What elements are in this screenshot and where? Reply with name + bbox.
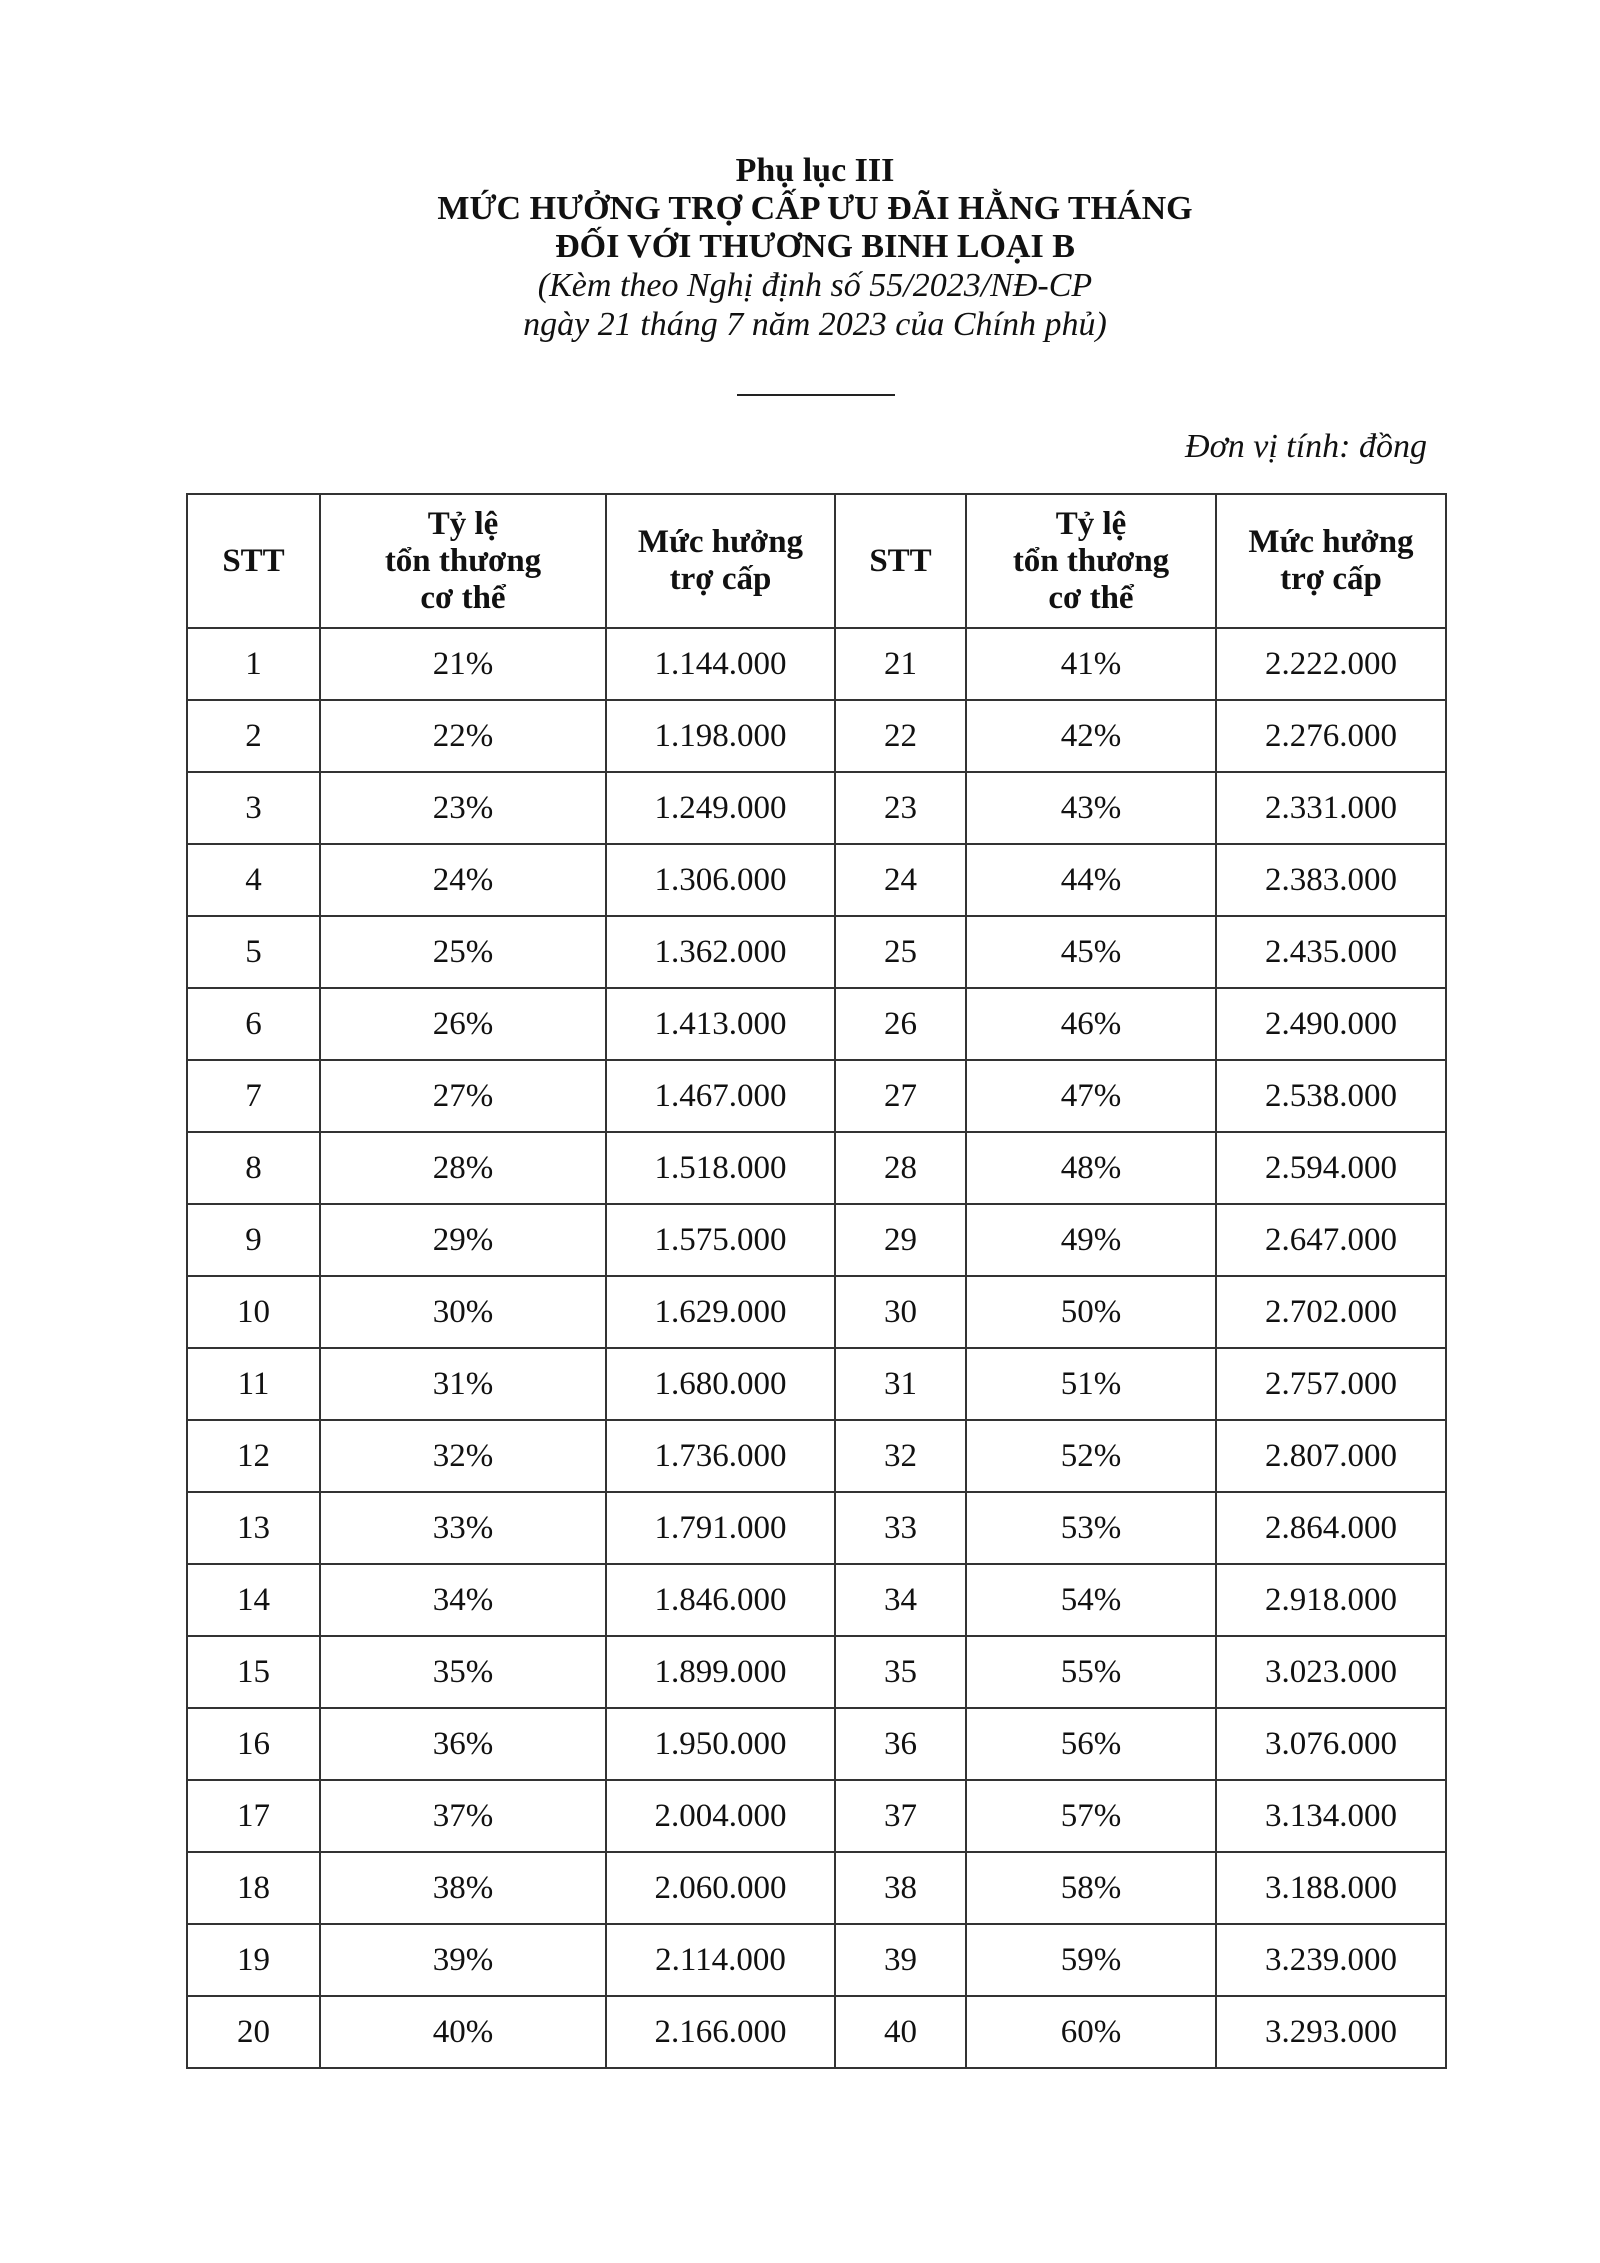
table-row [187, 1132, 1446, 1204]
cell-stt: 26 [835, 988, 966, 1060]
cell-injury-rate: 33% [320, 1492, 606, 1564]
cell-stt: 39 [835, 1924, 966, 1996]
cell-allowance-amount: 2.757.000 [1216, 1348, 1446, 1420]
cell-allowance-amount: 2.004.000 [606, 1780, 835, 1852]
cell-stt: 16 [187, 1708, 320, 1780]
cell-injury-rate: 28% [320, 1132, 606, 1204]
table-row [187, 1708, 1446, 1780]
cell-stt: 2 [187, 700, 320, 772]
cell-injury-rate: 23% [320, 772, 606, 844]
cell-stt: 37 [835, 1780, 966, 1852]
cell-stt: 11 [187, 1348, 320, 1420]
cell-injury-rate: 52% [966, 1420, 1216, 1492]
header-rate-line3: cơ thể [420, 579, 506, 616]
cell-allowance-amount: 3.023.000 [1216, 1636, 1446, 1708]
cell-stt: 34 [835, 1564, 966, 1636]
cell-injury-rate: 55% [966, 1636, 1216, 1708]
table-row [187, 628, 1446, 700]
cell-allowance-amount: 1.950.000 [606, 1708, 835, 1780]
table-row [187, 1060, 1446, 1132]
header-injury-rate [320, 494, 606, 628]
cell-allowance-amount: 1.144.000 [606, 628, 835, 700]
cell-injury-rate: 58% [966, 1852, 1216, 1924]
table-row [187, 1636, 1446, 1708]
cell-allowance-amount: 3.076.000 [1216, 1708, 1446, 1780]
cell-injury-rate: 25% [320, 916, 606, 988]
cell-stt: 19 [187, 1924, 320, 1996]
cell-stt: 29 [835, 1204, 966, 1276]
cell-injury-rate: 48% [966, 1132, 1216, 1204]
table-row [187, 1924, 1446, 1996]
cell-injury-rate: 27% [320, 1060, 606, 1132]
cell-injury-rate: 32% [320, 1420, 606, 1492]
cell-stt: 32 [835, 1420, 966, 1492]
cell-allowance-amount: 2.331.000 [1216, 772, 1446, 844]
cell-injury-rate: 35% [320, 1636, 606, 1708]
cell-injury-rate: 29% [320, 1204, 606, 1276]
cell-stt: 14 [187, 1564, 320, 1636]
table-row [187, 1564, 1446, 1636]
cell-injury-rate: 26% [320, 988, 606, 1060]
cell-allowance-amount: 2.702.000 [1216, 1276, 1446, 1348]
cell-injury-rate: 54% [966, 1564, 1216, 1636]
cell-injury-rate: 42% [966, 700, 1216, 772]
header-allowance-amount-2 [1216, 494, 1446, 628]
cell-allowance-amount: 1.846.000 [606, 1564, 835, 1636]
cell-allowance-amount: 1.791.000 [606, 1492, 835, 1564]
cell-injury-rate: 30% [320, 1276, 606, 1348]
cell-stt: 15 [187, 1636, 320, 1708]
table-row [187, 772, 1446, 844]
cell-allowance-amount: 3.293.000 [1216, 1996, 1446, 2068]
cell-stt: 28 [835, 1132, 966, 1204]
header-stt: STT [187, 494, 320, 628]
table-row [187, 1780, 1446, 1852]
cell-injury-rate: 40% [320, 1996, 606, 2068]
cell-allowance-amount: 1.680.000 [606, 1348, 835, 1420]
cell-allowance-amount: 2.383.000 [1216, 844, 1446, 916]
cell-allowance-amount: 1.899.000 [606, 1636, 835, 1708]
header-rate-line1: Tỷ lệ [1055, 505, 1127, 542]
cell-stt: 13 [187, 1492, 320, 1564]
header-allowance-amount [606, 494, 835, 628]
cell-stt: 40 [835, 1996, 966, 2068]
cell-injury-rate: 21% [320, 628, 606, 700]
table-header-row [187, 494, 1446, 628]
cell-stt: 38 [835, 1852, 966, 1924]
cell-injury-rate: 57% [966, 1780, 1216, 1852]
cell-injury-rate: 34% [320, 1564, 606, 1636]
cell-allowance-amount: 1.518.000 [606, 1132, 835, 1204]
cell-allowance-amount: 2.060.000 [606, 1852, 835, 1924]
cell-stt: 9 [187, 1204, 320, 1276]
cell-injury-rate: 22% [320, 700, 606, 772]
cell-allowance-amount: 2.864.000 [1216, 1492, 1446, 1564]
subtitle-line-2: ngày 21 tháng 7 năm 2023 của Chính phủ) [523, 306, 1107, 343]
title-line-2: ĐỐI VỚI THƯƠNG BINH LOẠI B [555, 228, 1075, 265]
cell-stt: 21 [835, 628, 966, 700]
cell-injury-rate: 36% [320, 1708, 606, 1780]
cell-allowance-amount: 2.114.000 [606, 1924, 835, 1996]
cell-injury-rate: 44% [966, 844, 1216, 916]
cell-stt: 1 [187, 628, 320, 700]
cell-injury-rate: 49% [966, 1204, 1216, 1276]
cell-allowance-amount: 1.629.000 [606, 1276, 835, 1348]
allowance-table [186, 493, 1447, 2069]
header-amount-line1: Mức hưởng [1248, 524, 1414, 560]
header-amount-line2: trợ cấp [669, 561, 772, 597]
table-row [187, 1492, 1446, 1564]
subtitle-line-1: (Kèm theo Nghị định số 55/2023/NĐ-CP [537, 267, 1093, 304]
cell-injury-rate: 38% [320, 1852, 606, 1924]
annex-label: Phụ lục III [735, 152, 895, 189]
table-row [187, 916, 1446, 988]
cell-injury-rate: 59% [966, 1924, 1216, 1996]
cell-injury-rate: 37% [320, 1780, 606, 1852]
cell-allowance-amount: 1.362.000 [606, 916, 835, 988]
header-amount-line2: trợ cấp [1280, 561, 1382, 597]
cell-allowance-amount: 1.198.000 [606, 700, 835, 772]
cell-stt: 3 [187, 772, 320, 844]
cell-stt: 27 [835, 1060, 966, 1132]
cell-stt: 30 [835, 1276, 966, 1348]
cell-injury-rate: 41% [966, 628, 1216, 700]
cell-allowance-amount: 1.467.000 [606, 1060, 835, 1132]
cell-allowance-amount: 3.188.000 [1216, 1852, 1446, 1924]
cell-allowance-amount: 1.736.000 [606, 1420, 835, 1492]
cell-allowance-amount: 2.538.000 [1216, 1060, 1446, 1132]
table-row [187, 700, 1446, 772]
cell-stt: 10 [187, 1276, 320, 1348]
table-row [187, 1420, 1446, 1492]
cell-injury-rate: 50% [966, 1276, 1216, 1348]
cell-stt: 23 [835, 772, 966, 844]
cell-stt: 8 [187, 1132, 320, 1204]
cell-allowance-amount: 1.413.000 [606, 988, 835, 1060]
cell-stt: 36 [835, 1708, 966, 1780]
header-rate-line2: tổn thương [1012, 542, 1170, 579]
cell-allowance-amount: 1.306.000 [606, 844, 835, 916]
cell-allowance-amount: 2.594.000 [1216, 1132, 1446, 1204]
header-rate-line2: tổn thương [384, 542, 542, 579]
cell-injury-rate: 45% [966, 916, 1216, 988]
cell-allowance-amount: 2.918.000 [1216, 1564, 1446, 1636]
header-divider [737, 394, 895, 396]
cell-stt: 18 [187, 1852, 320, 1924]
title-line-1: MỨC HƯỞNG TRỢ CẤP ƯU ĐÃI HẰNG THÁNG [437, 190, 1193, 227]
cell-stt: 12 [187, 1420, 320, 1492]
cell-stt: 17 [187, 1780, 320, 1852]
unit-note: Đơn vị tính: đồng [1185, 428, 1427, 465]
table-row [187, 844, 1446, 916]
cell-allowance-amount: 2.807.000 [1216, 1420, 1446, 1492]
table-row [187, 1996, 1446, 2068]
cell-allowance-amount: 3.134.000 [1216, 1780, 1446, 1852]
cell-stt: 7 [187, 1060, 320, 1132]
cell-allowance-amount: 2.222.000 [1216, 628, 1446, 700]
table-row [187, 1348, 1446, 1420]
cell-allowance-amount: 2.166.000 [606, 1996, 835, 2068]
table-row [187, 988, 1446, 1060]
cell-stt: 31 [835, 1348, 966, 1420]
cell-stt: 22 [835, 700, 966, 772]
cell-stt: 24 [835, 844, 966, 916]
cell-injury-rate: 46% [966, 988, 1216, 1060]
cell-injury-rate: 56% [966, 1708, 1216, 1780]
header-rate-line3: cơ thể [1048, 579, 1134, 616]
cell-injury-rate: 51% [966, 1348, 1216, 1420]
cell-injury-rate: 24% [320, 844, 606, 916]
header-stt-2: STT [835, 494, 966, 628]
cell-stt: 35 [835, 1636, 966, 1708]
cell-stt: 4 [187, 844, 320, 916]
document-header [0, 152, 1600, 344]
table-row [187, 1852, 1446, 1924]
cell-allowance-amount: 2.490.000 [1216, 988, 1446, 1060]
cell-stt: 20 [187, 1996, 320, 2068]
header-amount-line1: Mức hưởng [637, 524, 804, 560]
cell-injury-rate: 47% [966, 1060, 1216, 1132]
cell-stt: 25 [835, 916, 966, 988]
header-injury-rate-2 [966, 494, 1216, 628]
cell-stt: 5 [187, 916, 320, 988]
cell-stt: 33 [835, 1492, 966, 1564]
cell-allowance-amount: 1.249.000 [606, 772, 835, 844]
cell-injury-rate: 43% [966, 772, 1216, 844]
cell-injury-rate: 39% [320, 1924, 606, 1996]
cell-injury-rate: 60% [966, 1996, 1216, 2068]
table-row [187, 1276, 1446, 1348]
table-row [187, 1204, 1446, 1276]
cell-injury-rate: 53% [966, 1492, 1216, 1564]
cell-injury-rate: 31% [320, 1348, 606, 1420]
cell-allowance-amount: 2.276.000 [1216, 700, 1446, 772]
cell-allowance-amount: 2.647.000 [1216, 1204, 1446, 1276]
cell-allowance-amount: 1.575.000 [606, 1204, 835, 1276]
header-rate-line1: Tỷ lệ [427, 505, 499, 542]
cell-stt: 6 [187, 988, 320, 1060]
cell-allowance-amount: 3.239.000 [1216, 1924, 1446, 1996]
table-body [187, 628, 1446, 2068]
cell-allowance-amount: 2.435.000 [1216, 916, 1446, 988]
